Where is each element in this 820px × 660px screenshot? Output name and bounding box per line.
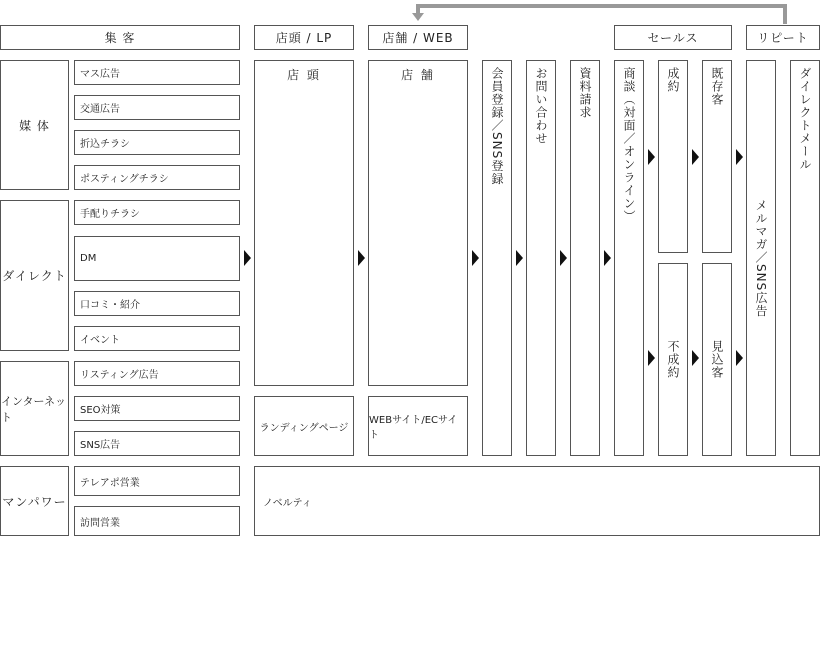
item-transit-ad: 交通広告	[74, 95, 240, 120]
document-request-label: 資料請求	[578, 67, 592, 119]
group-manpower: マンパワー	[0, 466, 69, 536]
item-teleapo: テレアポ営業	[74, 466, 240, 496]
item-mass-ad: マス広告	[74, 60, 240, 85]
existing-customer-label: 既存客	[710, 67, 724, 106]
item-dm: DM	[74, 236, 240, 281]
header-store-web: 店舗 / WEB	[368, 25, 468, 50]
direct-mail-label: ダイレクトメール	[798, 67, 812, 171]
stage-contract	[658, 60, 688, 253]
item-posting-flyer: ポスティングチラシ	[74, 165, 240, 190]
flow-arrow-icon	[692, 350, 699, 366]
stage-no-contract	[658, 263, 688, 456]
flow-arrow-icon	[736, 149, 743, 165]
stage-document-request	[570, 60, 600, 456]
stage-web-ec-site: WEBサイト/ECサイト	[368, 396, 468, 456]
item-event: イベント	[74, 326, 240, 351]
contract-label: 成約	[666, 67, 680, 93]
group-internet: インターネット	[0, 361, 69, 456]
stage-store: 店 舗	[368, 60, 468, 386]
repeat-loop-line-top	[416, 4, 787, 8]
mail-magazine-label: メルマガ／SNS広告	[754, 198, 768, 318]
item-insert-flyer: 折込チラシ	[74, 130, 240, 155]
inquiry-label: お問い合わせ	[534, 67, 548, 145]
flow-arrow-icon	[516, 250, 523, 266]
stage-prospect	[702, 263, 732, 456]
flow-arrow-icon	[604, 250, 611, 266]
header-sales: セールス	[614, 25, 732, 50]
loop-down-arrow-icon	[412, 13, 424, 21]
negotiation-label: 商談（対面／オンライン）	[622, 67, 636, 223]
no-contract-label: 不成約	[666, 340, 680, 379]
item-seo: SEO対策	[74, 396, 240, 421]
stage-landing-page: ランディングページ	[254, 396, 354, 456]
flow-arrow-icon	[736, 350, 743, 366]
group-media: 媒 体	[0, 60, 69, 190]
flow-arrow-icon	[648, 350, 655, 366]
flow-arrow-icon	[472, 250, 479, 266]
flow-arrow-icon	[560, 250, 567, 266]
item-handout-flyer: 手配りチラシ	[74, 200, 240, 225]
stage-mail-magazine	[746, 60, 776, 456]
header-store-lp: 店頭 / LP	[254, 25, 354, 50]
prospect-label: 見込客	[710, 340, 724, 379]
item-visit-sales: 訪問営業	[74, 506, 240, 536]
member-registration-label: 会員登録／SNS登録	[490, 67, 504, 186]
item-listing-ad: リスティング広告	[74, 361, 240, 386]
stage-direct-mail	[790, 60, 820, 456]
header-repeat: リピート	[746, 25, 820, 50]
header-attract: 集 客	[0, 25, 240, 50]
stage-existing-customer	[702, 60, 732, 253]
item-word-of-mouth: 口コミ・紹介	[74, 291, 240, 316]
flow-arrow-icon	[244, 250, 251, 266]
flow-arrow-icon	[692, 149, 699, 165]
stage-member-registration	[482, 60, 512, 456]
stage-inquiry	[526, 60, 556, 456]
stage-negotiation	[614, 60, 644, 456]
item-sns-ad: SNS広告	[74, 431, 240, 456]
group-direct: ダイレクト	[0, 200, 69, 351]
flow-arrow-icon	[358, 250, 365, 266]
stage-novelty: ノベルティ	[254, 466, 820, 536]
flow-arrow-icon	[648, 149, 655, 165]
stage-storefront: 店 頭	[254, 60, 354, 386]
